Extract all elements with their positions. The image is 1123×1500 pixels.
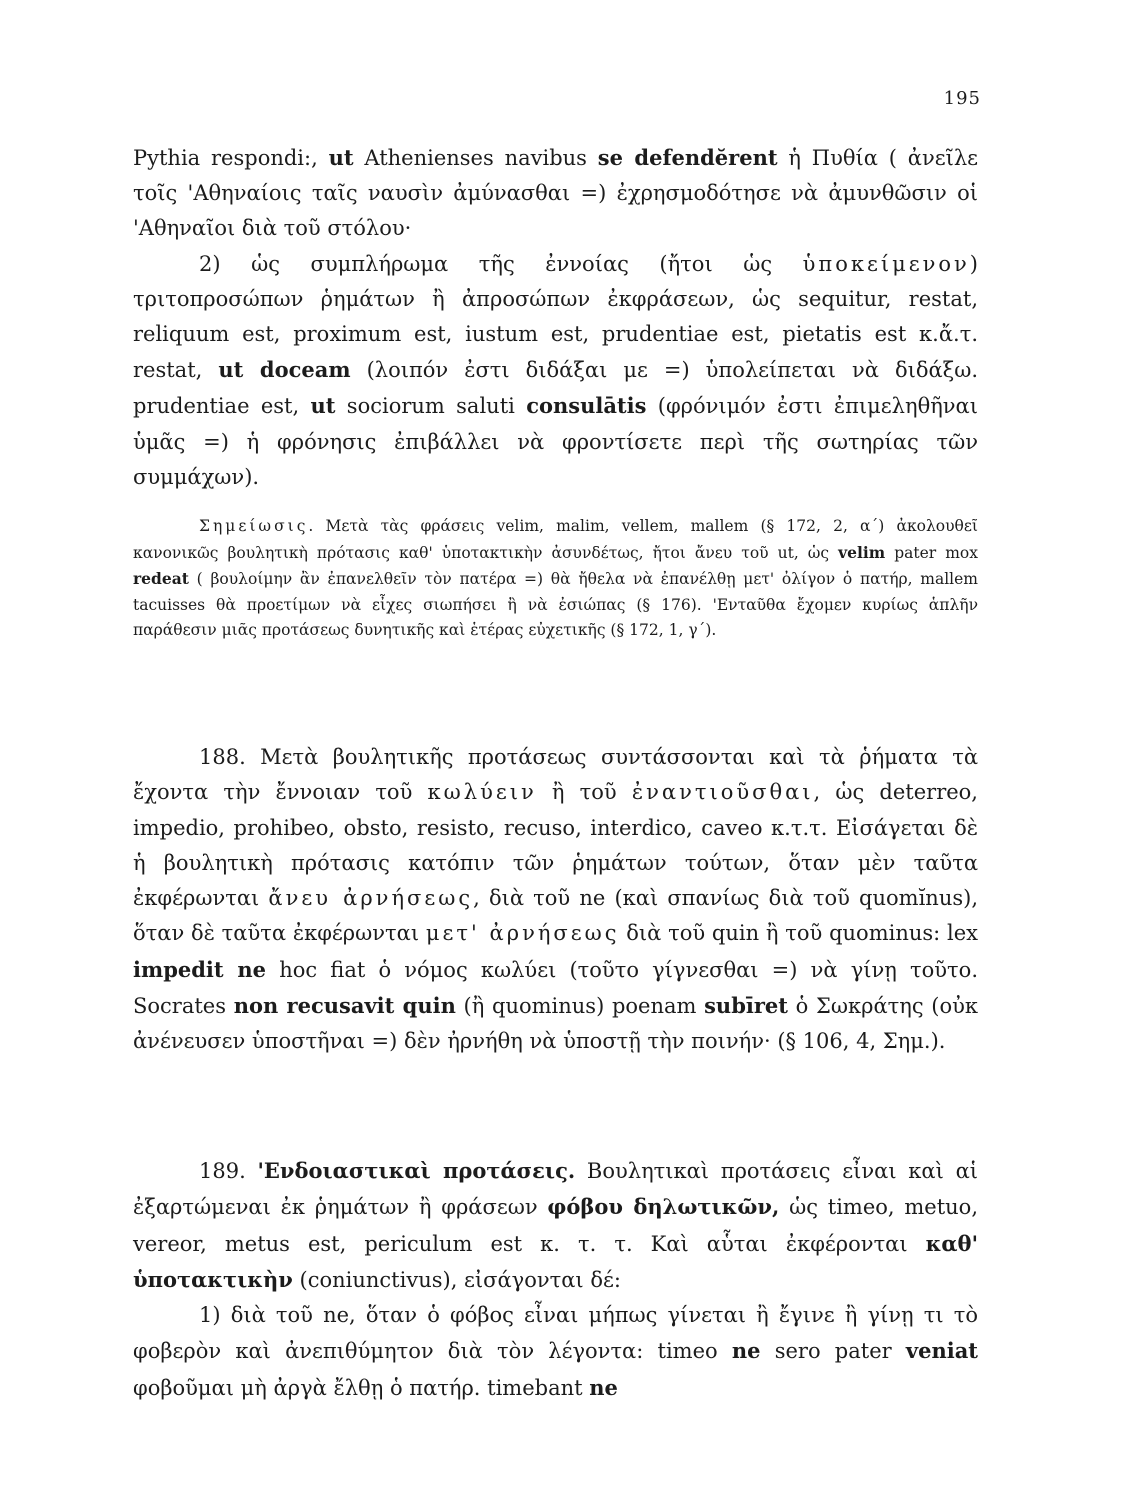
bold-run: impedit ne: [133, 956, 267, 982]
bold-run: ne: [589, 1374, 618, 1400]
text-run: ) τριτοπροσώπων ῥημάτων ἢ ἀπροσώπων ἐκφράσεων, ὡς sequitur, restat, reliquum est, proximum est, iustum est, prudentiae est, pietatis est κ.ἄ.τ. restat,: [133, 251, 978, 383]
bold-run: se defendĕrent: [597, 145, 778, 170]
section-188: [133, 740, 978, 1060]
bold-run: veniat: [905, 1338, 979, 1364]
spaced-run: ἄνευ ἀρνήσεως: [268, 886, 474, 911]
remark-note: [133, 514, 978, 644]
text-run: pater mox: [885, 543, 978, 562]
text-run: 2) ὡς συμπλήρωμα τῆς ἐννοίας (ἤτοι ὡς: [199, 251, 803, 276]
text-run: (ἢ quominus) poenam: [455, 994, 705, 1019]
main-text: [133, 140, 978, 495]
bold-run: φόβου δηλωτικῶν,: [547, 1194, 780, 1220]
spaced-run: Σημείωσις: [199, 517, 309, 535]
text-run: φοβοῦμαι μὴ ἀργὰ ἔλθῃ ὁ πατήρ. timebant: [133, 1375, 590, 1400]
bold-run: ut: [328, 145, 354, 170]
text-run: (λοιπόν ἐστι διδάξαι με =) ὑπολείπεται νὰ διδάξω. prudentiae est,: [133, 358, 979, 419]
spaced-run: μετ' ἀρνήσεως: [425, 921, 620, 946]
text-run: ὡς timeo, metuo, vereor, metus est, periculum est κ. τ. τ. Καὶ αὗται ἐκφέρονται: [133, 1195, 978, 1256]
page-number: 195: [943, 88, 981, 109]
bold-run: consulātis: [526, 393, 647, 419]
spaced-run: ἐναντιοῦσθαι: [631, 780, 814, 805]
spaced-run: ὑποκείμενον: [802, 251, 970, 276]
paragraph-continuation: [133, 140, 978, 247]
bold-run: καθ' ὑποτακτικὴν: [133, 1230, 978, 1292]
bold-run: non recusavit quin: [233, 993, 456, 1019]
paragraph-impersonal-verbs: [133, 247, 978, 495]
bold-run: ne: [731, 1338, 761, 1364]
text-run: 189.: [199, 1159, 258, 1183]
bold-run: ut: [310, 393, 336, 419]
text-run: , διὰ τοῦ ne (καὶ σπανίως διὰ τοῦ quomĭnus), ὅταν δὲ ταῦτα ἐκφέρωνται: [133, 886, 978, 946]
section-189-item-1: [133, 1298, 978, 1406]
text-run: , ὡς deterreo, impedio, prohibeo, obsto, resisto, recuso, interdico, caveo κ.τ.τ. Εἰσάγεται δὲ ἡ βουλητικὴ πρότασις κατόπιν τῶν ῥημάτων τούτων, ὅταν μὲν ταῦτα ἐκφέρωνται: [133, 780, 978, 911]
text-run: Athenienses navibus: [353, 146, 598, 170]
bold-run: 'Ενδοιαστικαὶ προτάσεις.: [257, 1158, 576, 1183]
text-run: sociorum saluti: [335, 394, 527, 419]
section-189-paragraph: [133, 1153, 978, 1298]
text-run: (coniunctivus), εἰσάγονται δέ:: [292, 1267, 621, 1292]
text-run: ἡ Πυθία ( ἀνεῖλε τοῖς 'Αθηναίοις ταῖς ναυσὶν ἀμύνασθαι =) ἐχρησμοδότησε νὰ ἀμυνθῶσιν οἱ 'Αθηναῖοι διὰ τοῦ στόλου·: [133, 146, 979, 241]
text-run: ( βουλοίμην ἂν ἐπανελθεῖν τὸν πατέρα =) θὰ ἤθελα νὰ ἐπανέλθῃ μετ' ὀλίγον ὁ πατήρ, mallem tacuisses θὰ προετίμων νὰ εἶχες σιωπήσει ἢ νὰ ἐσιώπας (§ 176). 'Ενταῦθα ἔχομεν κυρίως ἁπλῆν παράθεσιν μιᾶς προτάσεως δυνητικῆς καὶ ἑτέρας εὐχετικῆς (§ 172, 1, γ΄).: [133, 570, 978, 640]
bold-run: ut doceam: [218, 357, 351, 383]
text-run: hoc fiat ὁ νόμος κωλύει (τοῦτο γίγνεσθαι =) νὰ γίνῃ τοῦτο. Socrates: [133, 957, 978, 1019]
text-run: ὁ Σωκράτης (οὐκ ἀνένευσεν ὑποστῆναι =) δὲν ἠρνήθη νὰ ὑποστῇ τὴν ποινήν· (§ 106, 4, Σημ.).: [133, 994, 979, 1054]
section-188-paragraph: [133, 740, 978, 1060]
bold-run: velim: [838, 542, 886, 562]
section-189: [133, 1153, 978, 1406]
text-run: sero pater: [760, 1339, 906, 1364]
spaced-run: κωλύειν: [427, 780, 537, 805]
text-run: (φρόνιμόν ἐστι ἐπιμεληθῆναι ὑμᾶς =) ἡ φρόνησις ἐπιβάλλει νὰ φροντίσετε περὶ τῆς σωτηρίας τῶν συμμάχων).: [133, 394, 978, 489]
bold-run: redeat: [133, 569, 189, 589]
text-run: 188. Μετὰ βουλητικῆς προτάσεως συντάσσονται καὶ τὰ ῥήματα τὰ ἔχοντα τὴν ἔννοιαν τοῦ: [133, 745, 978, 805]
bold-run: subīret: [704, 993, 788, 1019]
text-run: 1) διὰ τοῦ ne, ὅταν ὁ φόβος εἶναι μήπως γίνεται ἢ ἔγινε ἢ γίνῃ τι τὸ φοβερὸν καὶ ἀνεπιθύμητον διὰ τὸν λέγοντα: timeo: [133, 1303, 978, 1364]
text-run: ἢ τοῦ: [536, 780, 632, 805]
text-run: Pythia respondi:,: [133, 146, 329, 170]
remark-paragraph: [133, 514, 978, 644]
text-run: . Μετὰ τὰς φράσεις velim, malim, vellem, mallem (§ 172, 2, α΄) ἀκολουθεῖ κανονικῶς βουλητικὴ πρότασις καθ' ὑποτακτικὴν ἀσυνδέτως, ἤτοι ἄνευ τοῦ ut, ὡς: [133, 517, 978, 562]
text-run: Βουλητικαὶ προτάσεις εἶναι καὶ αἱ ἐξαρτώμεναι ἐκ ῥημάτων ἢ φράσεων: [133, 1159, 978, 1220]
text-run: διὰ τοῦ quin ἢ τοῦ quominus: lex: [619, 921, 978, 946]
